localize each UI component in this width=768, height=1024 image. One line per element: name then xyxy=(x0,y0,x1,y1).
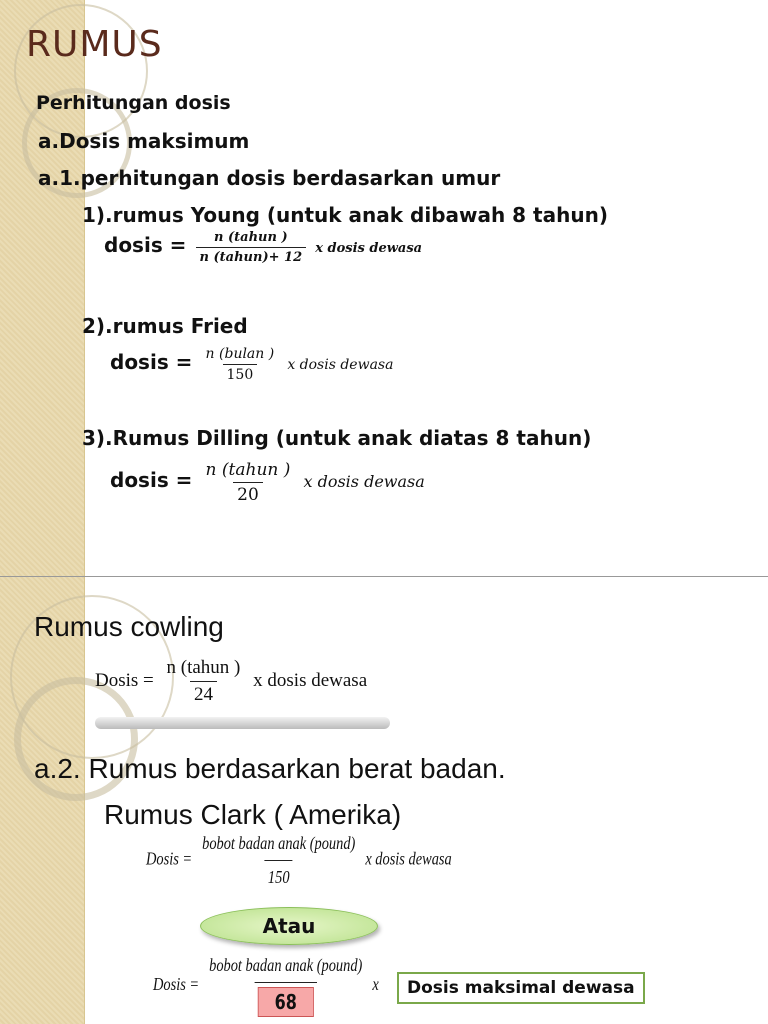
numerator: n (tahun ) xyxy=(166,657,241,678)
numerator: bobot badan anak (pound) xyxy=(202,833,356,853)
denominator xyxy=(255,982,317,1017)
denominator: 150 xyxy=(223,364,258,383)
fraction xyxy=(206,955,366,1017)
formula-lhs: Dosis = xyxy=(95,669,154,691)
formula-tail: x dosis dewasa xyxy=(365,848,452,869)
formula-tail: x dosis dewasa xyxy=(315,241,423,256)
formula-lhs: dosis = xyxy=(104,233,187,257)
denominator: 150 xyxy=(265,860,293,888)
formula-tail: x dosis dewasa xyxy=(287,357,394,373)
young-label: 1).rumus Young (untuk anak dibawah 8 tahun) xyxy=(82,203,608,227)
fried-label: 2).rumus Fried xyxy=(82,314,248,338)
subheading-a: a.Dosis maksimum xyxy=(38,129,250,153)
denominator-box: 68 xyxy=(258,987,314,1017)
dilling-formula xyxy=(110,460,425,505)
numerator: n (tahun ) xyxy=(214,230,288,245)
fraction xyxy=(202,460,295,505)
formula-tail: x dosis dewasa xyxy=(253,669,368,691)
formula-tail: x xyxy=(372,974,379,995)
numerator: n (bulan ) xyxy=(205,346,275,362)
decorative-bar xyxy=(95,717,390,729)
numerator: bobot badan anak (pound) xyxy=(209,955,363,975)
cowling-formula xyxy=(95,657,367,706)
dilling-label: 3).Rumus Dilling (untuk anak diatas 8 tahun) xyxy=(82,426,592,450)
denominator: 20 xyxy=(233,482,263,505)
cowling-label: Rumus cowling xyxy=(34,611,224,642)
young-formula xyxy=(104,230,422,265)
slide-2 xyxy=(0,577,768,1024)
formula-lhs: Dosis = xyxy=(153,974,200,995)
max-adult-dose-box: Dosis maksimal dewasa xyxy=(397,972,645,1004)
formula-lhs: Dosis = xyxy=(146,848,193,869)
clark-formula-2 xyxy=(153,955,379,1017)
fraction xyxy=(199,833,359,888)
denominator: 24 xyxy=(190,681,217,706)
formula-lhs: dosis = xyxy=(110,468,193,492)
formula-lhs: dosis = xyxy=(110,350,193,374)
clark-label: Rumus Clark ( Amerika) xyxy=(104,799,402,830)
fried-formula xyxy=(110,346,393,383)
fraction xyxy=(196,230,307,265)
clark-formula xyxy=(146,833,452,888)
slide-title: RUMUS xyxy=(26,24,163,65)
fraction xyxy=(202,346,279,383)
numerator: n (tahun ) xyxy=(205,460,291,480)
formula-tail: x dosis dewasa xyxy=(303,472,425,491)
heading: Perhitungan dosis xyxy=(36,92,231,114)
or-badge: Atau xyxy=(200,907,378,945)
a2-heading: a.2. Rumus berdasarkan berat badan. xyxy=(34,753,506,784)
denominator: n (tahun)+ 12 xyxy=(196,247,307,265)
subheading-a1: a.1.perhitungan dosis berdasarkan umur xyxy=(38,166,501,190)
fraction xyxy=(163,657,245,706)
